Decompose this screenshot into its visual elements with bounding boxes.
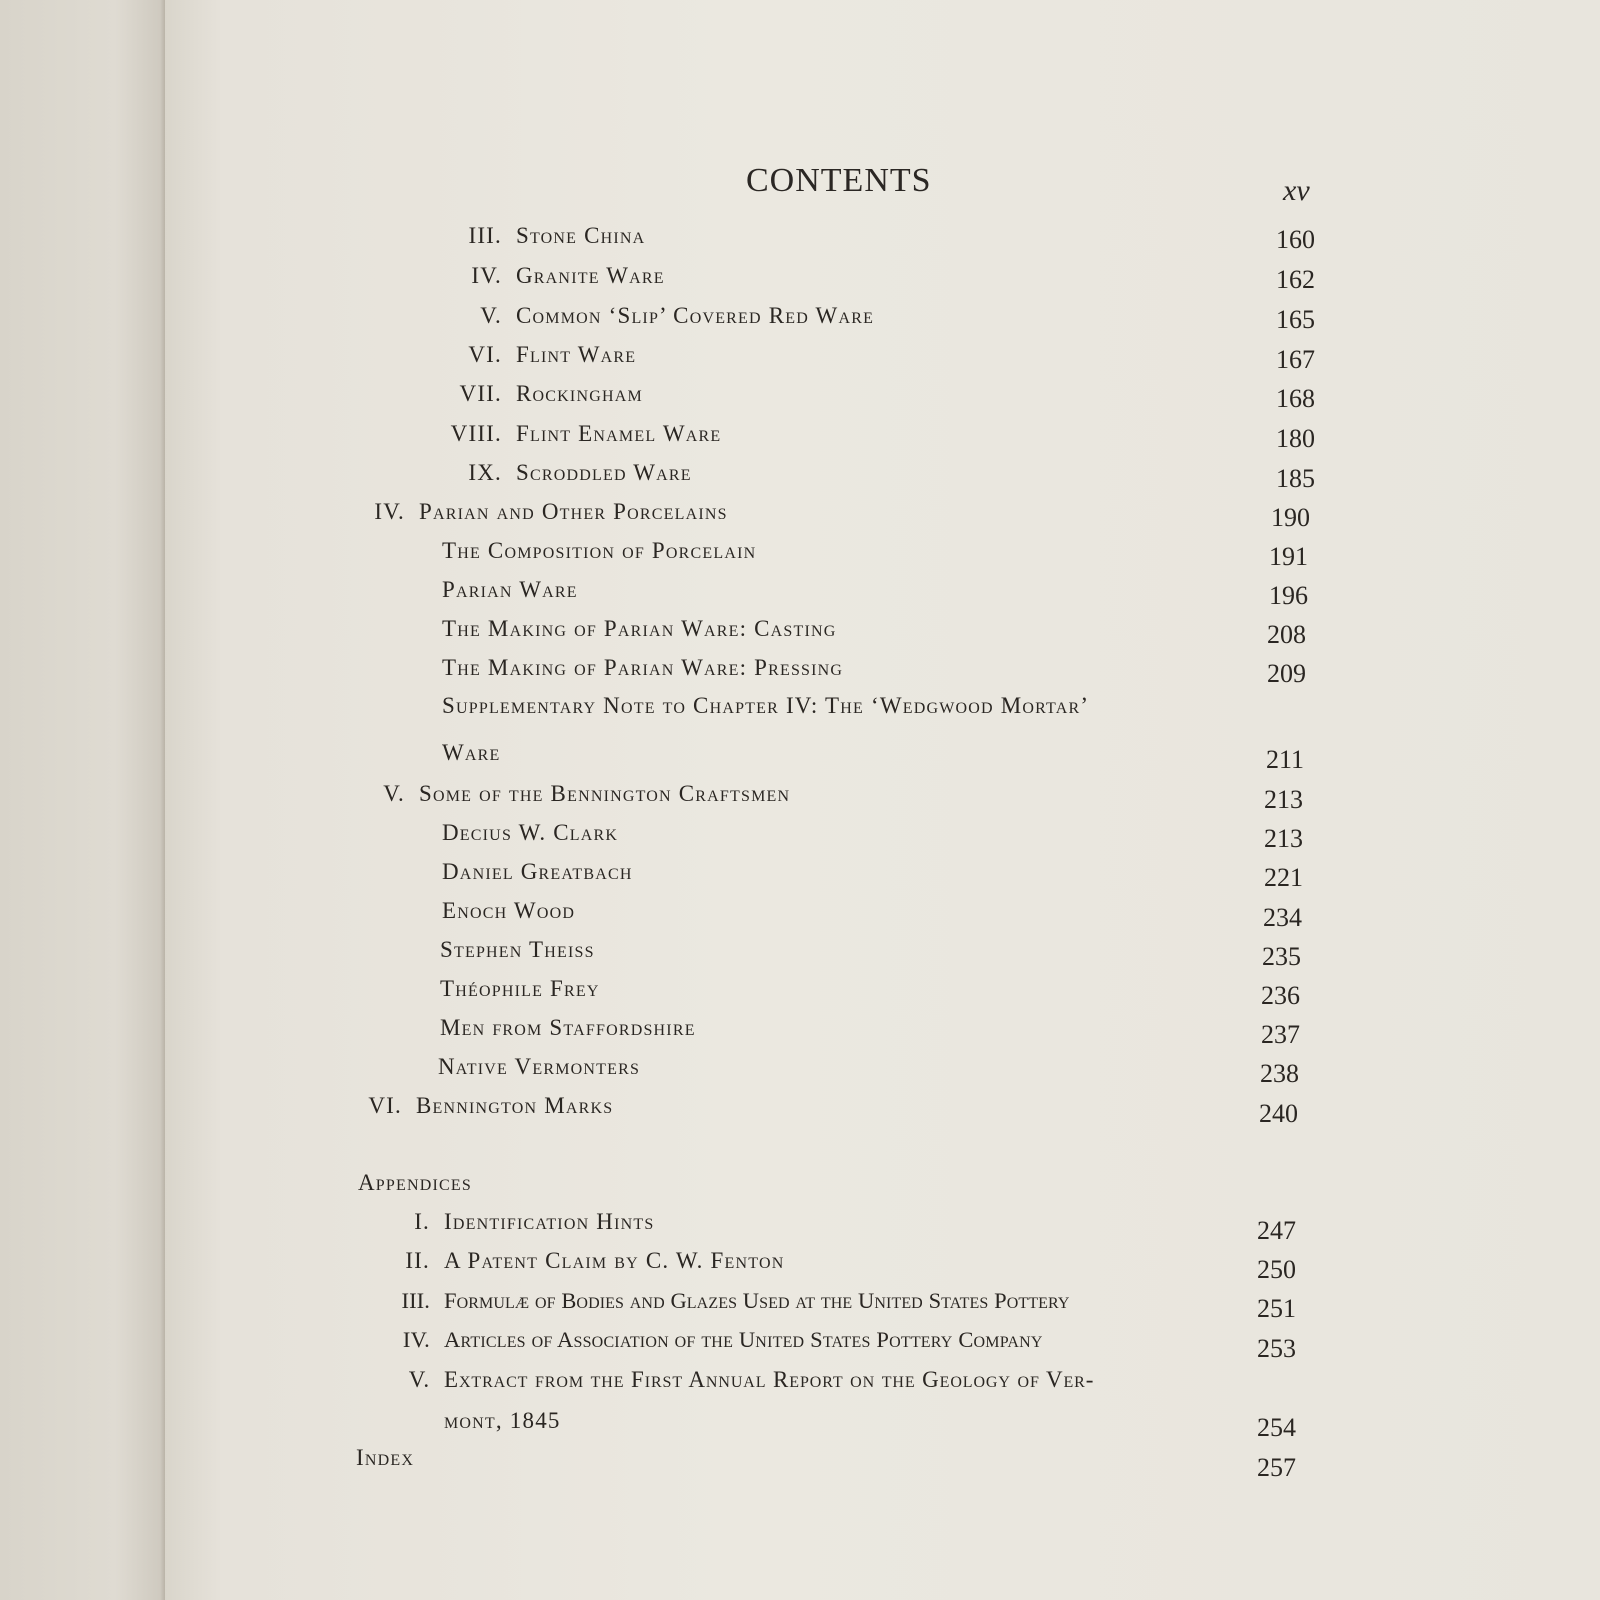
toc-entry bbox=[420, 218, 645, 254]
entry-title: Théophile Frey bbox=[440, 976, 600, 1001]
entry-page: 257 bbox=[1257, 1453, 1296, 1482]
entry-page: 167 bbox=[1276, 345, 1315, 374]
entry-title: Index bbox=[356, 1445, 415, 1470]
toc-entry bbox=[442, 854, 633, 890]
toc-entry bbox=[420, 258, 665, 294]
entry-title: Parian and Other Porcelains bbox=[419, 499, 728, 524]
entry-page: 162 bbox=[1276, 265, 1315, 294]
entry-page: 253 bbox=[1257, 1334, 1296, 1363]
toc-appendix bbox=[370, 1204, 654, 1240]
toc-chapter bbox=[342, 1088, 613, 1124]
entry-title: Some of the Bennington Craftsmen bbox=[419, 781, 791, 806]
toc-entry bbox=[442, 893, 575, 929]
section-heading bbox=[358, 1165, 472, 1201]
toc-index bbox=[356, 1440, 414, 1476]
entry-title: Articles of Association of the United States Pottery Company bbox=[444, 1327, 1043, 1352]
toc-entry bbox=[440, 971, 600, 1007]
toc-chapter bbox=[345, 776, 790, 812]
entry-title: Daniel Greatbach bbox=[442, 859, 633, 884]
entry-numeral: VI. bbox=[468, 342, 502, 367]
entry-page: 247 bbox=[1257, 1216, 1296, 1245]
entry-title: The Making of Parian Ware: Casting bbox=[442, 616, 837, 641]
entry-page: 254 bbox=[1257, 1413, 1296, 1442]
entry-page: 240 bbox=[1259, 1099, 1298, 1128]
entry-page: 196 bbox=[1269, 581, 1308, 610]
entry-title: Men from Staffordshire bbox=[440, 1015, 696, 1040]
entry-page: 250 bbox=[1257, 1255, 1296, 1284]
entry-title: Stone China bbox=[516, 223, 646, 248]
entry-page: 251 bbox=[1257, 1294, 1296, 1323]
toc-entry bbox=[438, 1049, 640, 1085]
entry-title: Stephen Theiss bbox=[440, 937, 595, 962]
toc-entry bbox=[442, 735, 501, 771]
entry-page: 235 bbox=[1262, 942, 1301, 971]
entry-numeral: VI. bbox=[368, 1093, 402, 1118]
toc-entry bbox=[440, 1010, 696, 1046]
entry-numeral: VII. bbox=[459, 381, 502, 406]
entry-page: 190 bbox=[1271, 503, 1310, 532]
entry-numeral: V. bbox=[383, 781, 405, 806]
page-title: CONTENTS bbox=[746, 162, 932, 199]
toc-appendix bbox=[370, 1362, 1094, 1398]
entry-page: 211 bbox=[1265, 745, 1304, 774]
entry-numeral: V. bbox=[408, 1367, 430, 1392]
entry-numeral: I. bbox=[414, 1209, 430, 1234]
entry-title: Parian Ware bbox=[442, 577, 578, 602]
entry-page: 191 bbox=[1269, 542, 1308, 571]
entry-numeral: IV. bbox=[374, 499, 405, 524]
entry-numeral: IX. bbox=[468, 460, 502, 485]
entry-page: 160 bbox=[1276, 225, 1315, 254]
toc-entry bbox=[442, 688, 1089, 724]
entry-page: 185 bbox=[1276, 464, 1315, 493]
entry-page: 208 bbox=[1267, 620, 1306, 649]
entry-page: 165 bbox=[1276, 305, 1315, 334]
entry-numeral: III. bbox=[401, 1288, 430, 1313]
entry-page: 238 bbox=[1260, 1059, 1299, 1088]
entry-title: Identification Hints bbox=[444, 1209, 655, 1234]
entry-page: 209 bbox=[1267, 659, 1306, 688]
toc-entry bbox=[440, 932, 595, 968]
toc-entry bbox=[442, 611, 837, 647]
entry-numeral: IV. bbox=[402, 1327, 430, 1352]
entry-page: 221 bbox=[1264, 863, 1303, 892]
page-number: xv bbox=[1283, 174, 1310, 207]
entry-title: Scroddled Ware bbox=[516, 460, 692, 485]
entry-page: 236 bbox=[1261, 981, 1300, 1010]
entry-numeral: II. bbox=[405, 1248, 430, 1273]
entry-page: 234 bbox=[1263, 903, 1302, 932]
entry-page: 237 bbox=[1261, 1020, 1300, 1049]
entry-title: Decius W. Clark bbox=[442, 820, 619, 845]
toc-entry bbox=[442, 533, 756, 569]
entry-title: The Making of Parian Ware: Pressing bbox=[442, 655, 844, 680]
book-gutter bbox=[0, 0, 165, 1600]
toc-entry bbox=[442, 572, 578, 608]
entry-title: Formulæ of Bodies and Glazes Used at the United States Pottery bbox=[444, 1288, 1070, 1313]
entry-title: Granite Ware bbox=[516, 263, 665, 288]
toc-entry bbox=[420, 337, 636, 373]
entry-page: 213 bbox=[1264, 785, 1303, 814]
toc-entry bbox=[444, 1403, 561, 1439]
entry-title: Ware bbox=[442, 740, 501, 765]
toc-entry bbox=[442, 650, 843, 686]
entry-page: 213 bbox=[1264, 824, 1303, 853]
entry-page: 168 bbox=[1276, 384, 1315, 413]
entry-title: mont, 1845 bbox=[444, 1408, 561, 1433]
entry-title: Enoch Wood bbox=[442, 898, 576, 923]
entry-title: Native Vermonters bbox=[438, 1054, 641, 1079]
entry-numeral: III. bbox=[468, 223, 502, 248]
entry-title: Rockingham bbox=[516, 381, 643, 406]
toc-entry bbox=[420, 376, 643, 412]
entry-title: Appendices bbox=[358, 1170, 472, 1195]
entry-title: Bennington Marks bbox=[416, 1093, 614, 1118]
toc-appendix bbox=[370, 1243, 784, 1279]
toc-appendix bbox=[370, 1322, 1043, 1358]
toc-entry bbox=[420, 416, 721, 452]
entry-title: Supplementary Note to Chapter IV: The ‘Wedgwood Mortar’ bbox=[442, 693, 1090, 718]
entry-numeral: VIII. bbox=[450, 421, 502, 446]
entry-numeral: V. bbox=[480, 303, 502, 328]
entry-title: Flint Enamel Ware bbox=[516, 421, 722, 446]
entry-title: Extract from the First Annual Report on the Geology of Ver- bbox=[444, 1367, 1095, 1392]
entry-title: Flint Ware bbox=[516, 342, 637, 367]
toc-entry bbox=[442, 815, 618, 851]
entry-title: The Composition of Porcelain bbox=[442, 538, 757, 563]
toc-entry bbox=[420, 298, 874, 334]
entry-title: A Patent Claim by C. W. Fenton bbox=[444, 1248, 785, 1273]
toc-appendix bbox=[370, 1283, 1070, 1319]
entry-page: 180 bbox=[1276, 424, 1315, 453]
toc-chapter bbox=[345, 494, 728, 530]
entry-title: Common ‘Slip’ Covered Red Ware bbox=[516, 303, 875, 328]
entry-numeral: IV. bbox=[471, 263, 502, 288]
toc-entry bbox=[420, 455, 692, 491]
